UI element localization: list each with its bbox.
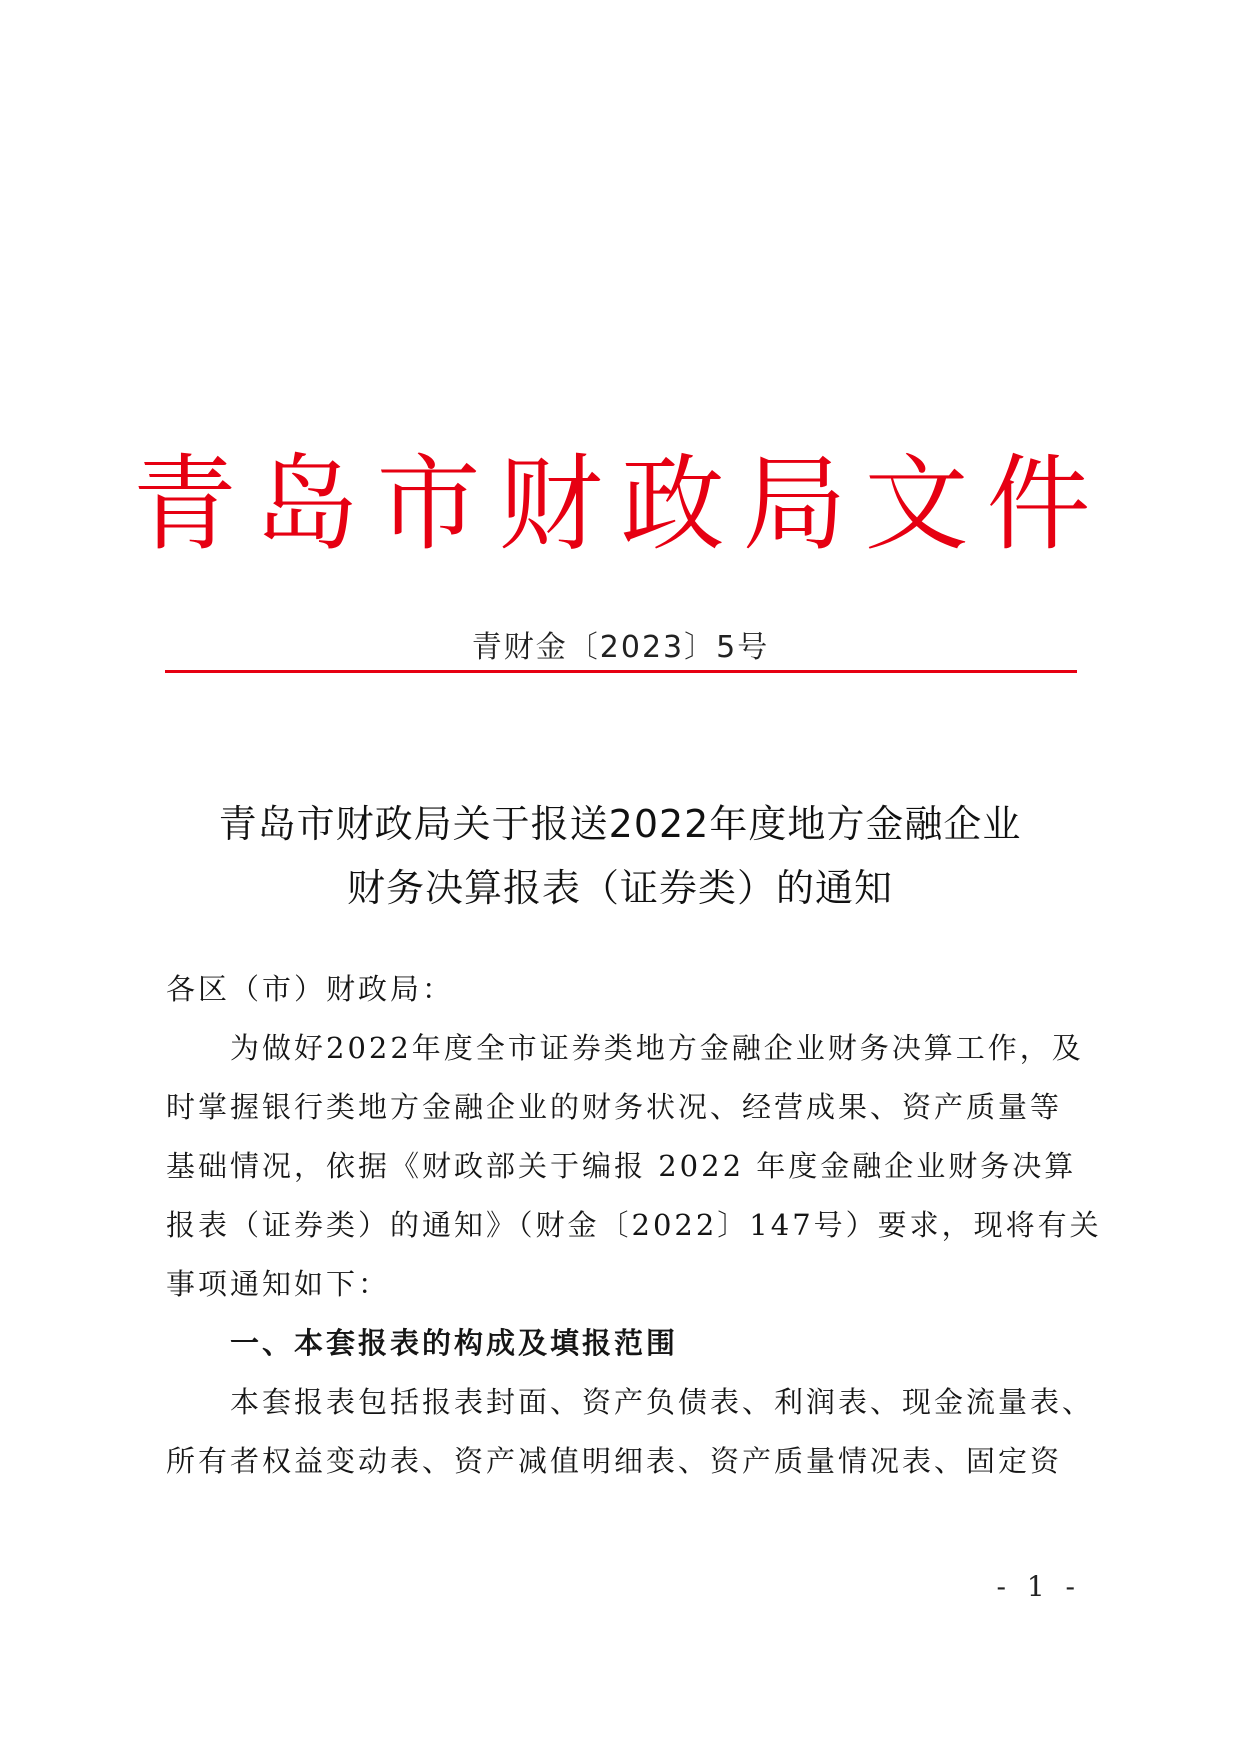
- paragraph-1-line-1: 为做好2022年度全市证券类地方金融企业财务决算工作，及: [230, 1031, 1084, 1065]
- red-divider-line: [165, 670, 1077, 673]
- issuing-authority-header: 青岛市财政局文件: [132, 443, 1109, 565]
- paragraph-2-line-1: 本套报表包括报表封面、资产负债表、利润表、现金流量表、: [230, 1385, 1095, 1419]
- paragraph-2-line-2: 所有者权益变动表、资产减值明细表、资产质量情况表、固定资: [166, 1444, 1063, 1478]
- paragraph-1-line-3: 基础情况，依据《财政部关于编报 2022 年度金融企业财务决算: [166, 1149, 1077, 1183]
- paragraph-1-line-2: 时掌握银行类地方金融企业的财务状况、经营成果、资产质量等: [166, 1090, 1063, 1124]
- salutation: 各区（市）财政局：: [166, 972, 455, 1006]
- notice-title: [150, 792, 1090, 920]
- section-1-heading: 一、本套报表的构成及填报范围: [230, 1326, 679, 1360]
- notice-title-line-1: 青岛市财政局关于报送2022年度地方金融企业: [218, 802, 1022, 846]
- document-number: 青财金〔2023〕5号: [471, 630, 770, 665]
- paragraph-1-line-4: 报表（证券类）的通知》（财金〔2022〕147号）要求，现将有关: [166, 1208, 1102, 1242]
- paragraph-1-line-5: 事项通知如下：: [166, 1267, 391, 1301]
- page-number: - 1 -: [996, 1570, 1081, 1603]
- notice-title-line-2: 财务决算报表（证券类）的通知: [346, 866, 893, 910]
- notice-body: [166, 960, 1102, 1491]
